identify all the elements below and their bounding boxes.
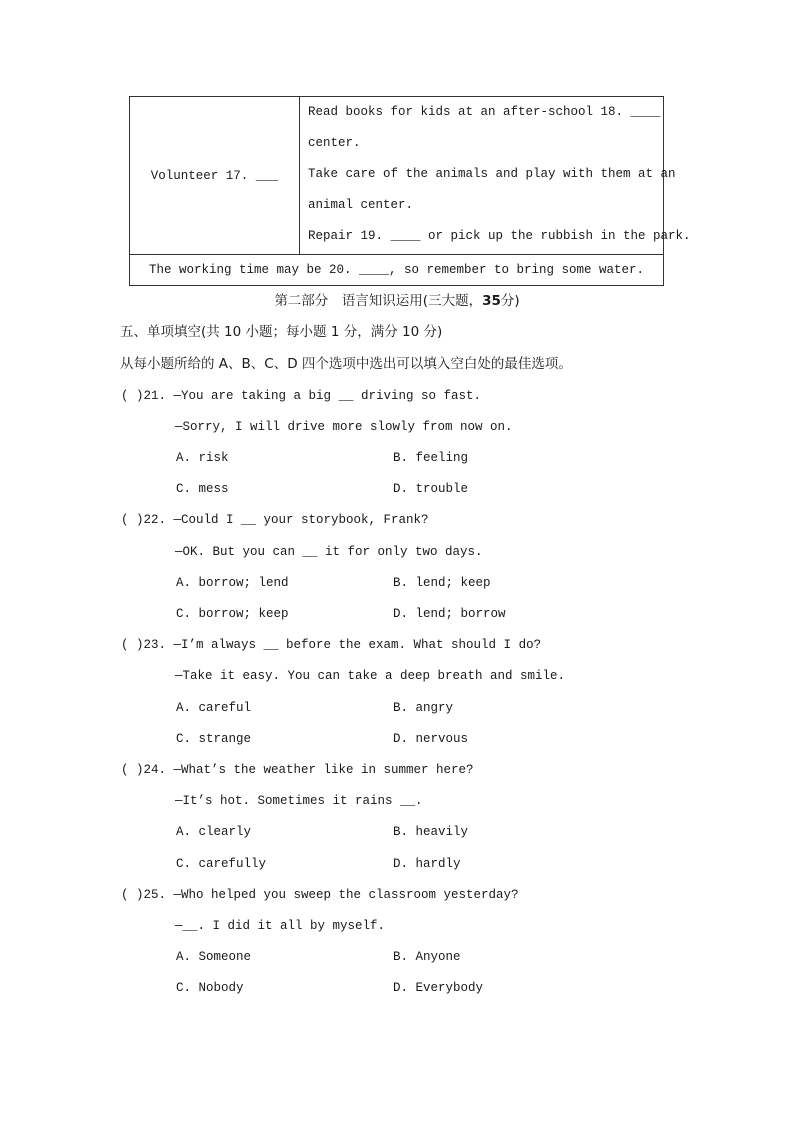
question-stem: ( )21. —You are taking a big __ driving so fast. bbox=[121, 389, 482, 403]
table-line: animal center. bbox=[308, 198, 414, 212]
option-c: C. borrow; keep bbox=[176, 607, 289, 621]
option-d: D. nervous bbox=[393, 732, 469, 746]
table-left-cell bbox=[130, 97, 300, 255]
question-response: —OK. But you can __ it for only two days. bbox=[175, 545, 483, 559]
question-stem: ( )23. —I’m always __ before the exam. What should I do? bbox=[121, 638, 542, 652]
table-line: Read books for kids at an after-school 18. ____ bbox=[308, 105, 661, 119]
question-response: —It’s hot. Sometimes it rains __. bbox=[175, 794, 423, 808]
volunteer-table bbox=[129, 96, 691, 286]
option-d: D. trouble bbox=[393, 482, 469, 496]
question-response: —Sorry, I will drive more slowly from now on. bbox=[175, 420, 513, 434]
option-b: B. feeling bbox=[393, 451, 469, 465]
option-b: B. lend; keep bbox=[393, 576, 491, 590]
option-c: C. strange bbox=[176, 732, 252, 746]
section-instruction: 从每小题所给的 A、B、C、D 四个选项中选出可以填入空白处的最佳选项。 bbox=[120, 356, 572, 372]
option-c: C. mess bbox=[176, 482, 229, 496]
option-a: A. Someone bbox=[176, 950, 252, 964]
table-right-cell bbox=[300, 97, 691, 255]
option-c: C. carefully bbox=[176, 857, 267, 871]
question-stem: ( )24. —What’s the weather like in summer here? bbox=[121, 763, 474, 777]
question-stem: ( )22. —Could I __ your storybook, Frank? bbox=[121, 513, 429, 527]
section-heading: 五、单项填空(共 10 小题；每小题 1 分，满分 10 分) bbox=[120, 324, 443, 340]
section-title: 第二部分 语言知识运用(三大题，35分) bbox=[274, 293, 520, 309]
question-response: —Take it easy. You can take a deep breath and smile. bbox=[175, 669, 566, 683]
option-c: C. Nobody bbox=[176, 981, 244, 995]
option-d: D. lend; borrow bbox=[393, 607, 506, 621]
question-response: —__. I did it all by myself. bbox=[175, 919, 386, 933]
option-b: B. angry bbox=[393, 701, 454, 715]
option-d: D. Everybody bbox=[393, 981, 484, 995]
option-d: D. hardly bbox=[393, 857, 461, 871]
option-a: A. careful bbox=[176, 701, 252, 715]
option-b: B. heavily bbox=[393, 825, 469, 839]
volunteer-label: Volunteer 17. ___ bbox=[150, 168, 279, 183]
question-stem: ( )25. —Who helped you sweep the classroom yesterday? bbox=[121, 888, 519, 902]
option-a: A. clearly bbox=[176, 825, 252, 839]
table-line: center. bbox=[308, 136, 361, 150]
option-b: B. Anyone bbox=[393, 950, 461, 964]
option-a: A. risk bbox=[176, 451, 229, 465]
table-line: Take care of the animals and play with them at an bbox=[308, 167, 676, 181]
table-footer: The working time may be 20. ____, so remember to bring some water. bbox=[130, 255, 664, 286]
table-line: Repair 19. ____ or pick up the rubbish in the park. bbox=[308, 229, 691, 243]
option-a: A. borrow; lend bbox=[176, 576, 289, 590]
